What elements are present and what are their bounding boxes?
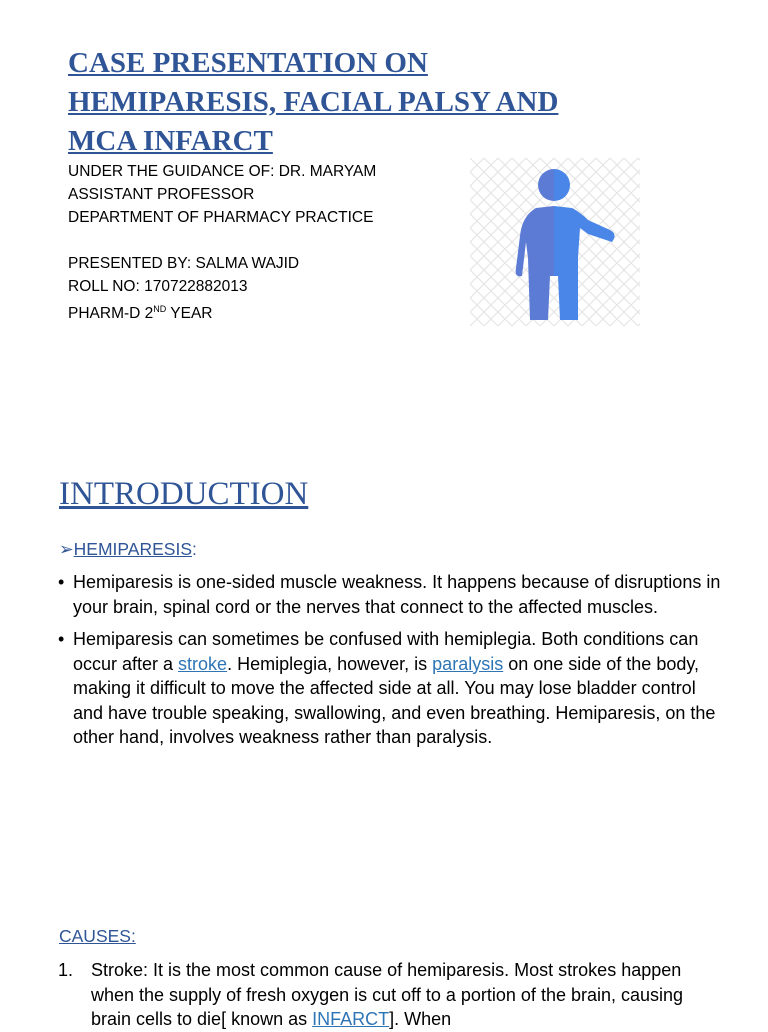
paralysis-link[interactable]: paralysis [432, 653, 504, 674]
guidance-line: UNDER THE GUIDANCE OF: DR. MARYAM [68, 163, 377, 180]
intro-bullet-list [58, 570, 728, 758]
stroke-link[interactable]: stroke [178, 653, 228, 674]
bullet-text: Hemiparesis can sometimes be confused with hemiplegia. Both conditions can occur after a [73, 629, 699, 674]
year-prefix: PHARM-D 2 [68, 305, 154, 323]
list-item [58, 627, 728, 750]
item-number: 1. [58, 960, 74, 980]
hemiparesis-subheading [59, 539, 197, 560]
cause-text: Stroke: It is the most common cause of hemiparesis. Most strokes happen when the supply of fresh oxygen is cut off to a portion of the brain, causing brain cells to die[ known as [91, 960, 684, 1029]
arrow-bullet-icon: ➢ [59, 539, 74, 559]
page-title: CASE PRESENTATION ON HEMIPARESIS, FACIAL PALSY AND MCA INFARCT [68, 47, 559, 157]
subheading-colon: : [192, 539, 197, 559]
list-item [58, 958, 728, 1032]
list-item [58, 570, 728, 619]
year-suffix: YEAR [166, 305, 213, 323]
causes-list [58, 958, 728, 1032]
causes-heading: CAUSES: [59, 926, 136, 946]
person-hemiparesis-icon [470, 158, 640, 326]
designation-line: ASSISTANT PROFESSOR [68, 186, 255, 203]
cause-text: ]. When [389, 1009, 452, 1029]
roll-number-line: ROLL NO: 170722882013 [68, 278, 248, 295]
bullet-text: on one side of the body, making it difficult to move the affected side at all. You may lose bladder control and have trouble speaking, swallowing, and even breathing. Hemiparesis, on the other hand, involves weakness rather than paralysis. [73, 653, 716, 747]
guidance-block [68, 160, 468, 325]
presenter-line: PRESENTED BY: SALMA WAJID [68, 255, 300, 272]
year-superscript: ND [153, 304, 167, 314]
bullet-text: . Hemiplegia, however, is [227, 653, 433, 674]
infarct-link[interactable]: INFARCT [312, 1009, 390, 1029]
year-line [68, 298, 468, 325]
bullet-text: Hemiparesis is one-sided muscle weakness. It happens because of disruptions in your brain, spinal cord or the nerves that connect to the affected muscles. [73, 572, 721, 617]
hemiparesis-label: HEMIPARESIS [73, 539, 192, 559]
introduction-heading: INTRODUCTION [59, 476, 309, 512]
department-line: DEPARTMENT OF PHARMACY PRACTICE [68, 209, 374, 226]
